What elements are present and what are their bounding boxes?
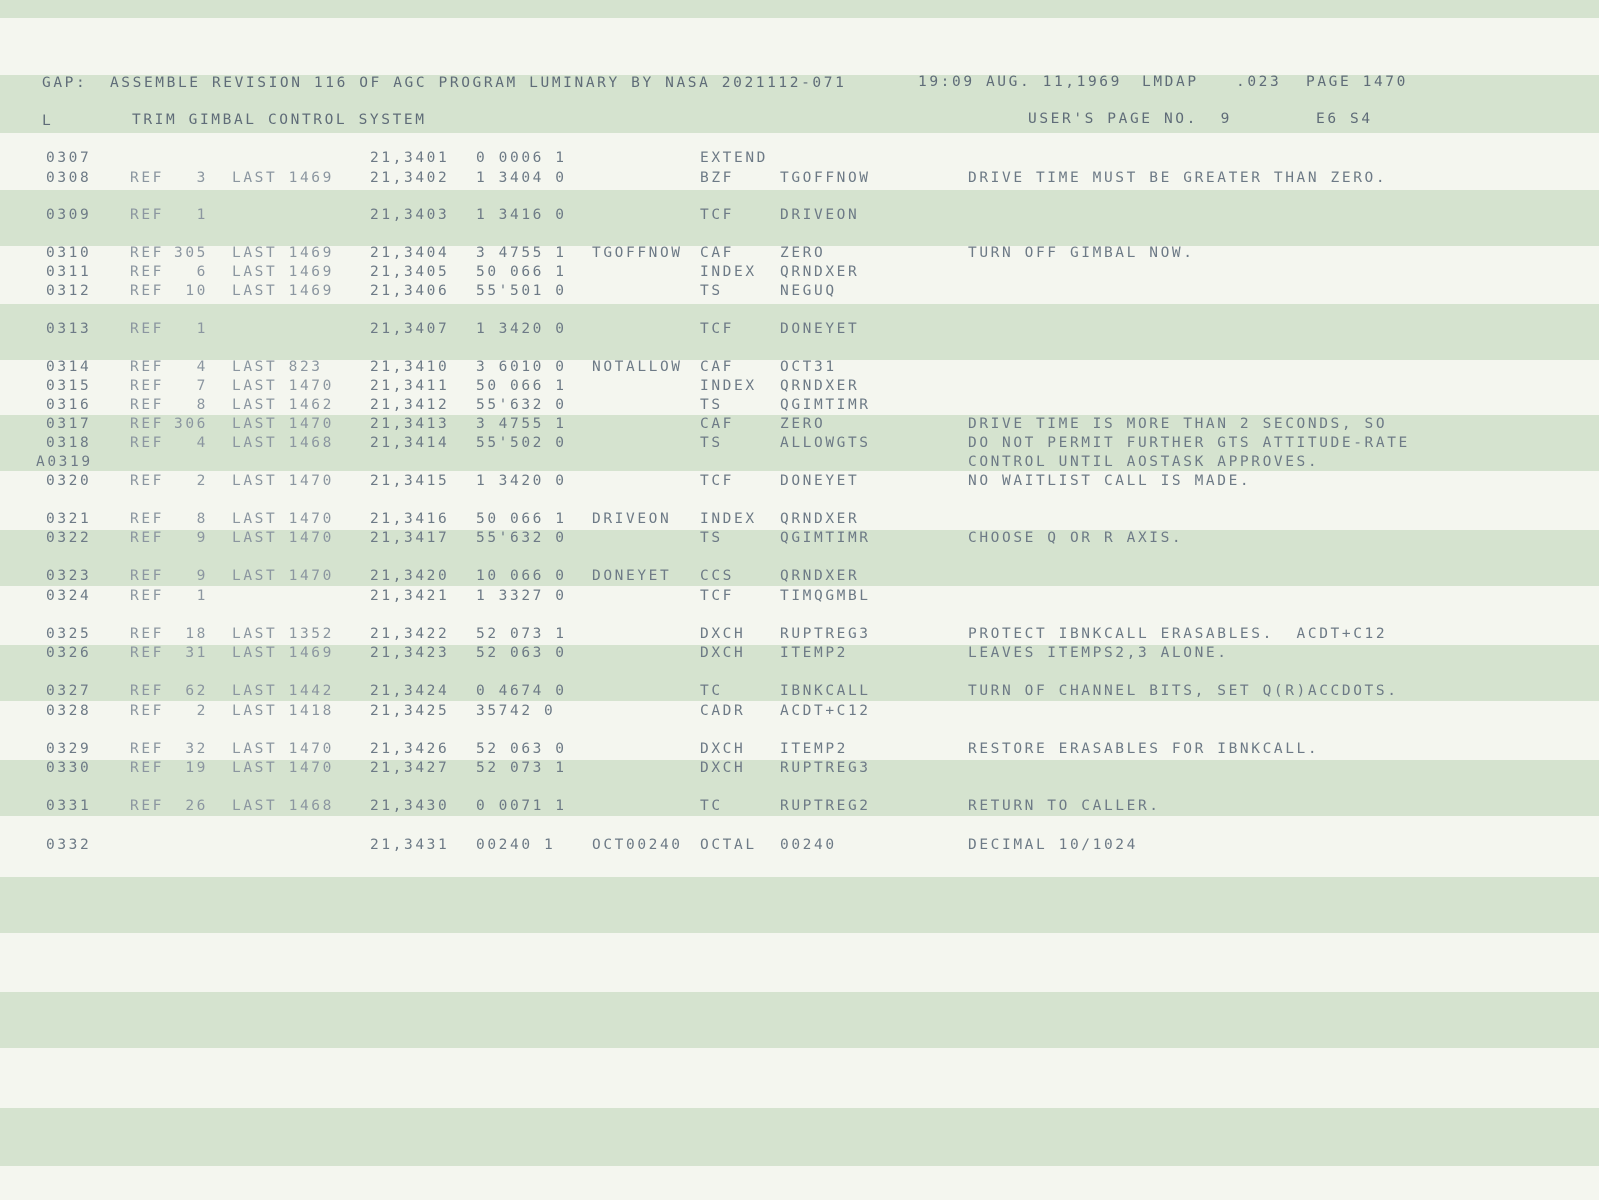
listing-refno: 4 <box>196 435 208 451</box>
listing-op: EXTEND <box>700 150 768 166</box>
listing-comment: RETURN TO CALLER. <box>968 798 1161 814</box>
listing-word: 1 3416 0 <box>476 207 567 223</box>
listing-label: DONEYET <box>592 568 672 584</box>
listing-refno: 7 <box>196 378 208 394</box>
listing-last: LAST 1469 <box>232 645 334 661</box>
listing-operand: OCT31 <box>780 359 837 375</box>
listing-ref: REF <box>130 626 164 642</box>
listing-refno: 1 <box>196 588 208 604</box>
listing-ref: REF <box>130 530 164 546</box>
listing-word: 1 3420 0 <box>476 321 567 337</box>
listing-ref: REF <box>130 511 164 527</box>
listing-line: 0314 <box>46 359 92 375</box>
listing-ref: REF <box>130 207 164 223</box>
listing-ref: REF <box>130 283 164 299</box>
listing-operand: RUPTREG3 <box>780 626 871 642</box>
listing-refno: 8 <box>196 511 208 527</box>
listing-word: 55'502 0 <box>476 435 567 451</box>
listing-ref: REF <box>130 588 164 604</box>
listing-last: LAST 1469 <box>232 170 334 186</box>
listing-op: TC <box>700 683 723 699</box>
listing-operand: IBNKCALL <box>780 683 871 699</box>
listing-line: 0330 <box>46 760 92 776</box>
listing-word: 52 073 1 <box>476 760 567 776</box>
listing-line: 0322 <box>46 530 92 546</box>
listing-line: 0311 <box>46 264 92 280</box>
listing-marker: L <box>42 113 54 129</box>
listing-word: 3 4755 1 <box>476 416 567 432</box>
listing-refno: 1 <box>196 321 208 337</box>
listing-addr: 21,3401 <box>370 150 450 166</box>
listing-refno: 32 <box>185 741 208 757</box>
listing-word: 55'632 0 <box>476 530 567 546</box>
listing-operand: ITEMP2 <box>780 741 848 757</box>
listing-addr: 21,3403 <box>370 207 450 223</box>
listing-ref: REF <box>130 703 164 719</box>
listing-op: DXCH <box>700 741 746 757</box>
listing-refno: 305 <box>174 245 208 261</box>
listing-line: 0308 <box>46 170 92 186</box>
listing-refno: 1 <box>196 207 208 223</box>
listing-refno: 9 <box>196 568 208 584</box>
listing-op: CADR <box>700 703 746 719</box>
listing-operand: QGIMTIMR <box>780 530 871 546</box>
listing-word: 35742 0 <box>476 703 556 719</box>
listing-addr: 21,3425 <box>370 703 450 719</box>
listing-op: BZF <box>700 170 734 186</box>
listing-comment: DO NOT PERMIT FURTHER GTS ATTITUDE-RATE <box>968 435 1410 451</box>
listing-refno: 6 <box>196 264 208 280</box>
listing-op: DXCH <box>700 645 746 661</box>
listing-refno: 8 <box>196 397 208 413</box>
listing-addr: 21,3407 <box>370 321 450 337</box>
listing-comment: RESTORE ERASABLES FOR IBNKCALL. <box>968 741 1320 757</box>
listing-addr: 21,3406 <box>370 283 450 299</box>
listing-operand: ALLOWGTS <box>780 435 871 451</box>
listing-word: 55'501 0 <box>476 283 567 299</box>
listing-line: 0309 <box>46 207 92 223</box>
assembly-timestamp: 19:09 AUG. 11,1969 <box>918 74 1122 90</box>
listing-last: LAST 1470 <box>232 760 334 776</box>
listing-addr: 21,3413 <box>370 416 450 432</box>
listing-ref: REF <box>130 397 164 413</box>
listing-operand: ITEMP2 <box>780 645 848 661</box>
listing-op: INDEX <box>700 378 757 394</box>
listing-word: 50 066 1 <box>476 511 567 527</box>
listing-last: LAST 1470 <box>232 568 334 584</box>
listing-refno: 306 <box>174 416 208 432</box>
listing-last: LAST 1470 <box>232 741 334 757</box>
listing-refno: 3 <box>196 170 208 186</box>
paper-band <box>0 1108 1599 1166</box>
listing-line: 0320 <box>46 473 92 489</box>
listing-line: 0328 <box>46 703 92 719</box>
listing-operand: QRNDXER <box>780 511 860 527</box>
listing-word: 52 073 1 <box>476 626 567 642</box>
listing-refno: 2 <box>196 473 208 489</box>
listing-op: TCF <box>700 207 734 223</box>
listing-word: 3 4755 1 <box>476 245 567 261</box>
listing-ref: REF <box>130 264 164 280</box>
listing-last: LAST 1469 <box>232 264 334 280</box>
listing-operand: ZERO <box>780 416 826 432</box>
listing-last: LAST 1469 <box>232 283 334 299</box>
listing-ref: REF <box>130 416 164 432</box>
listing-line: 0313 <box>46 321 92 337</box>
listing-comment: DRIVE TIME IS MORE THAN 2 SECONDS, SO <box>968 416 1388 432</box>
listing-op: TS <box>700 530 723 546</box>
listing-operand: QRNDXER <box>780 378 860 394</box>
listing-op: CAF <box>700 359 734 375</box>
listing-line: 0323 <box>46 568 92 584</box>
listing-word: 0 4674 0 <box>476 683 567 699</box>
listing-refno: 9 <box>196 530 208 546</box>
listing-refno: 31 <box>185 645 208 661</box>
listing-operand: DRIVEON <box>780 207 860 223</box>
listing-line: 0318 <box>46 435 92 451</box>
listing-ref: REF <box>130 378 164 394</box>
section-title: TRIM GIMBAL CONTROL SYSTEM <box>132 112 427 128</box>
listing-line: 0331 <box>46 798 92 814</box>
listing-ref: REF <box>130 435 164 451</box>
listing-op: DXCH <box>700 626 746 642</box>
listing-word: 0 0071 1 <box>476 798 567 814</box>
listing-word: 1 3327 0 <box>476 588 567 604</box>
listing-addr: 21,3402 <box>370 170 450 186</box>
listing-word: 50 066 1 <box>476 378 567 394</box>
listing-addr: 21,3412 <box>370 397 450 413</box>
listing-ref: REF <box>130 473 164 489</box>
listing-addr: 21,3426 <box>370 741 450 757</box>
listing-last: LAST 1442 <box>232 683 334 699</box>
listing-ref: REF <box>130 683 164 699</box>
listing-ref: REF <box>130 170 164 186</box>
listing-line: 0310 <box>46 245 92 261</box>
listing-addr: 21,3414 <box>370 435 450 451</box>
listing-comment: PROTECT IBNKCALL ERASABLES. ACDT+C12 <box>968 626 1388 642</box>
listing-op: TC <box>700 798 723 814</box>
listing-refno: 10 <box>185 283 208 299</box>
listing-word: 50 066 1 <box>476 264 567 280</box>
listing-line: 0321 <box>46 511 92 527</box>
listing-word: 3 6010 0 <box>476 359 567 375</box>
listing-addr: 21,3404 <box>370 245 450 261</box>
listing-comment: DECIMAL 10/1024 <box>968 837 1138 853</box>
listing-operand: TIMQGMBL <box>780 588 871 604</box>
listing-line: 0316 <box>46 397 92 413</box>
listing-operand: QRNDXER <box>780 264 860 280</box>
listing-op: TCF <box>700 588 734 604</box>
listing-addr: 21,3411 <box>370 378 450 394</box>
listing-operand: QGIMTIMR <box>780 397 871 413</box>
listing-refno: 19 <box>185 760 208 776</box>
listing-line: 0324 <box>46 588 92 604</box>
listing-last: LAST 1352 <box>232 626 334 642</box>
listing-op: OCTAL <box>700 837 757 853</box>
listing-addr: 21,3424 <box>370 683 450 699</box>
listing-ref: REF <box>130 741 164 757</box>
listing-addr: 21,3422 <box>370 626 450 642</box>
listing-op: DXCH <box>700 760 746 776</box>
listing-last: LAST 1469 <box>232 245 334 261</box>
listing-operand: RUPTREG3 <box>780 760 871 776</box>
listing-last: LAST 1470 <box>232 530 334 546</box>
listing-ref: REF <box>130 359 164 375</box>
listing-line: 0327 <box>46 683 92 699</box>
paper-band <box>0 992 1599 1048</box>
listing-last: LAST 1462 <box>232 397 334 413</box>
listing-addr: 21,3423 <box>370 645 450 661</box>
listing-op: CCS <box>700 568 734 584</box>
paper-band <box>0 877 1599 933</box>
listing-word: 10 066 0 <box>476 568 567 584</box>
listing-label: OCT00240 <box>592 837 683 853</box>
listing-operand: RUPTREG2 <box>780 798 871 814</box>
program-name: LMDAP <box>1142 74 1199 90</box>
listing-comment: CONTROL UNTIL AOSTASK APPROVES. <box>968 454 1320 470</box>
listing-line: 0326 <box>46 645 92 661</box>
listing-line: 0329 <box>46 741 92 757</box>
listing-line: 0307 <box>46 150 92 166</box>
listing-label: DRIVEON <box>592 511 672 527</box>
listing-addr: 21,3417 <box>370 530 450 546</box>
listing-operand: TGOFFNOW <box>780 170 871 186</box>
listing-line: 0317 <box>46 416 92 432</box>
listing-last: LAST 1470 <box>232 473 334 489</box>
listing-operand: QRNDXER <box>780 568 860 584</box>
listing-last: LAST 823 <box>232 359 323 375</box>
page-number: PAGE 1470 <box>1306 74 1408 90</box>
listing-word: 55'632 0 <box>476 397 567 413</box>
listing-line: 0325 <box>46 626 92 642</box>
listing-word: 00240 1 <box>476 837 556 853</box>
listing-op: CAF <box>700 245 734 261</box>
listing-op: TCF <box>700 321 734 337</box>
listing-addr: 21,3415 <box>370 473 450 489</box>
listing-refno: 62 <box>185 683 208 699</box>
listing-label: NOTALLOW <box>592 359 683 375</box>
listing-last: LAST 1468 <box>232 798 334 814</box>
assembly-title: GAP: ASSEMBLE REVISION 116 OF AGC PROGRAM LUMINARY BY NASA 2021112-071 <box>42 75 847 91</box>
listing-comment: NO WAITLIST CALL IS MADE. <box>968 473 1252 489</box>
listing-addr: 21,3431 <box>370 837 450 853</box>
listing-comment: TURN OFF GIMBAL NOW. <box>968 245 1195 261</box>
listing-operand: DONEYET <box>780 321 860 337</box>
listing-word: 52 063 0 <box>476 741 567 757</box>
users-page-number: USER'S PAGE NO. 9 <box>1028 111 1232 127</box>
listing-op: INDEX <box>700 511 757 527</box>
listing-ref: REF <box>130 321 164 337</box>
listing-line: A0319 <box>36 454 93 470</box>
listing-ref: REF <box>130 760 164 776</box>
listing-comment: DRIVE TIME MUST BE GREATER THAN ZERO. <box>968 170 1388 186</box>
listing-addr: 21,3420 <box>370 568 450 584</box>
listing-operand: 00240 <box>780 837 837 853</box>
listing-op: TS <box>700 283 723 299</box>
listing-op: CAF <box>700 416 734 432</box>
listing-line: 0312 <box>46 283 92 299</box>
listing-line: 0315 <box>46 378 92 394</box>
listing-last: LAST 1470 <box>232 378 334 394</box>
program-version: .023 <box>1236 74 1282 90</box>
listing-ref: REF <box>130 568 164 584</box>
listing-word: 52 063 0 <box>476 645 567 661</box>
listing-addr: 21,3430 <box>370 798 450 814</box>
listing-last: LAST 1470 <box>232 416 334 432</box>
listing-operand: ZERO <box>780 245 826 261</box>
listing-last: LAST 1418 <box>232 703 334 719</box>
listing-refno: 26 <box>185 798 208 814</box>
listing-addr: 21,3405 <box>370 264 450 280</box>
listing-comment: TURN OF CHANNEL BITS, SET Q(R)ACCDOTS. <box>968 683 1399 699</box>
listing-last: LAST 1470 <box>232 511 334 527</box>
listing-word: 1 3420 0 <box>476 473 567 489</box>
listing-refno: 4 <box>196 359 208 375</box>
listing-refno: 18 <box>185 626 208 642</box>
listing-addr: 21,3416 <box>370 511 450 527</box>
listing-comment: LEAVES ITEMPS2,3 ALONE. <box>968 645 1229 661</box>
listing-word: 0 0006 1 <box>476 150 567 166</box>
paper-band <box>0 0 1599 18</box>
listing-op: INDEX <box>700 264 757 280</box>
listing-label: TGOFFNOW <box>592 245 683 261</box>
listing-comment: CHOOSE Q OR R AXIS. <box>968 530 1184 546</box>
listing-op: TS <box>700 435 723 451</box>
page-code: E6 S4 <box>1316 111 1373 127</box>
listing-operand: ACDT+C12 <box>780 703 871 719</box>
listing-addr: 21,3410 <box>370 359 450 375</box>
listing-ref: REF <box>130 798 164 814</box>
listing-ref: REF <box>130 645 164 661</box>
listing-operand: NEGUQ <box>780 283 837 299</box>
listing-last: LAST 1468 <box>232 435 334 451</box>
listing-addr: 21,3427 <box>370 760 450 776</box>
listing-op: TS <box>700 397 723 413</box>
listing-word: 1 3404 0 <box>476 170 567 186</box>
listing-line: 0332 <box>46 837 92 853</box>
listing-op: TCF <box>700 473 734 489</box>
listing-operand: DONEYET <box>780 473 860 489</box>
listing-addr: 21,3421 <box>370 588 450 604</box>
listing-refno: 2 <box>196 703 208 719</box>
listing-ref: REF <box>130 245 164 261</box>
